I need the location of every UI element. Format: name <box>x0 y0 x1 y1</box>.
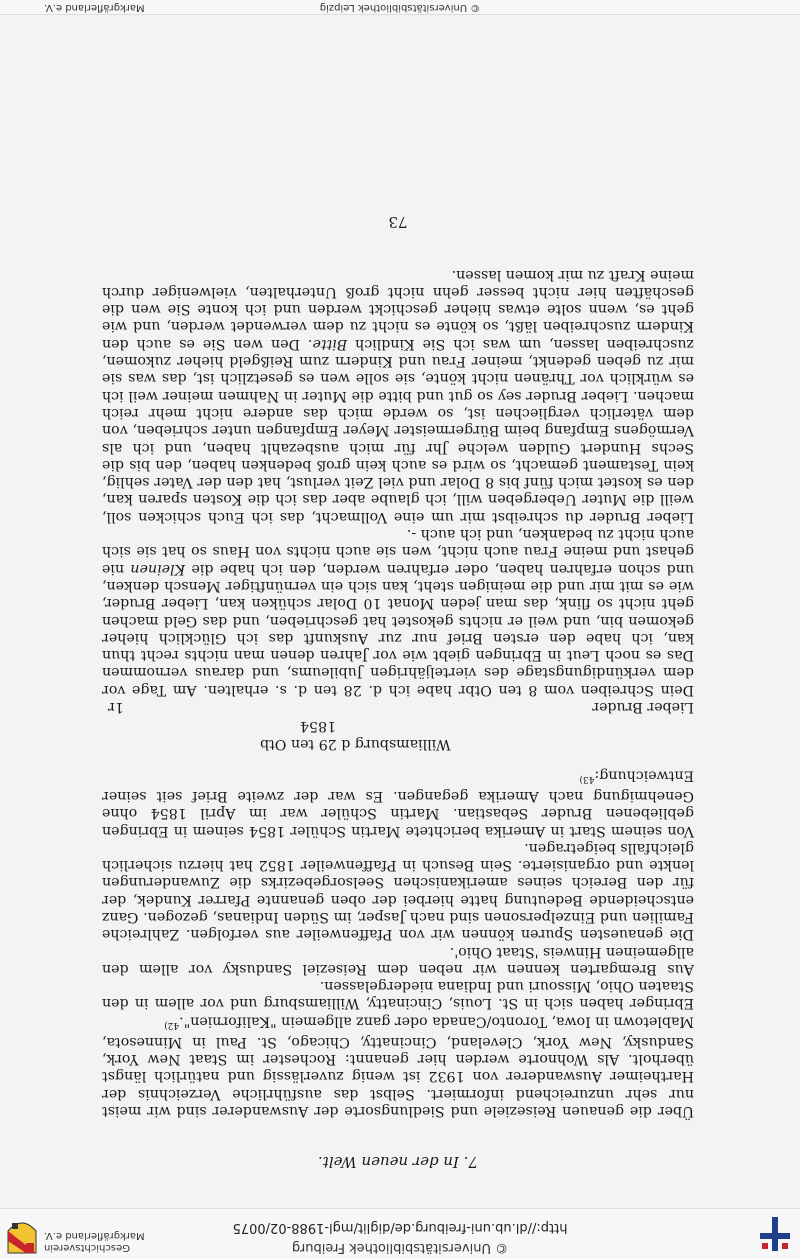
letter-year: 1854 <box>300 718 337 735</box>
letter-salutation: Lieber Bruder <box>592 699 694 715</box>
letter-p1-end: nie gehast und meine Frau auch nicht, wen sie auch nichts von Haus so hat sie sich auch nicht zu bedanken, und ich auch -. <box>101 526 694 577</box>
letter-paragraph-2 <box>102 265 694 524</box>
letter-p2-end: Den wen Sie es auch den Kindern zuschreiben läßt, so könte es nicht zu dem verwendet werden, und wie geht es, wenn solte etwas hieher geschickt werden und ich konte Sie wen die geschäften hier nicht besser gehn nicht groß Unterhalten, vielweniger durch meine Kraft zu mir komen lassen. <box>102 266 694 352</box>
letter-folio: 1r <box>108 699 124 715</box>
verein-line2: Markgräflerland e.V. <box>44 1230 145 1241</box>
verein-label <box>44 1229 145 1253</box>
viewer-footer <box>0 0 800 15</box>
letter-paragraph-1 <box>102 525 694 698</box>
footer-verein: Markgräflerland e.V. <box>44 2 145 13</box>
verein-line1: Geschichtsverein <box>44 1242 130 1253</box>
paragraph-4: Die genauesten Spuren können wir von Pfaffenweiler aus verfolgen. Zahlreiche Familien und Einzelpersonen sind nach Jasper, im Süden Indianas, gezogen. Ganz entscheidende Bedeutung hatte hierbei der oben genannte Pfarrer Kundek, der für den Bereich seines amerikanischen Seelsorgebezirks die Zuwanderungen lenkte und organisierte. Sein Besuch in Pfaffenweiler 1852 hat hierzu sicherlich gleichfalls beigetragen. <box>102 839 694 943</box>
letter-place-date <box>260 717 694 752</box>
verein-crest-icon <box>6 1215 38 1255</box>
letter-p2-text: Lieber Bruder du schreibst mir um eine Vollmacht, das ich Euch schicken soll, weill die Muter Uebergeben will, ich glaube aber das ich die Kosten sparen kan, den es kostet mich fünf bis 8 Dolar und viel Zeit verlust, hat den der Vater sehlig, kein Testament gemacht, so wird es auch kein groß bedenken haben, den bis die Sechs Hundert Gulden welche Jhr für mich ausbezahlt haben, und ich als Vermögens Empfang beim Bürgermeister Meyer Empfangen unter schrieben, von dem väterlich vergliechen ist, so werde mich das andere nicht mehr reich machen. Lieber Bruder sey so gut und bitte die Muter in Nahmen meiner weil ich es würklich vor Thränen nicht könte, sie solle wen es gesetzlich ist, das was sie mir zu geben gedenkt, meiner Frau und Kindern zum Reißgeld hieher zukomen, zuschreiben lassen, um was ich Sie Kindlich <box>102 335 694 525</box>
paragraph-3: Aus Bremgarten kennen wir neben dem Reiseziel Sandusky vor allem den allgemeinen Hinweis 'Staat Ohio'. <box>102 943 694 977</box>
viewer-header <box>0 1208 800 1259</box>
page-number: 73 <box>388 213 408 232</box>
paragraph-2: Ebringer haben sich in St. Louis, Cincinatty, Williamsburg und vor allem in den Staaten Ohio, Missouri und Indiana niedergelassen. <box>102 978 694 1012</box>
letter-p2-italic: Bitte. <box>307 335 348 352</box>
letter-p1-text: Dein Schreiben vom 8 ten Otbr habe ich d. 28 ten d. s. erhalten. Am Tage vor dem verkündigungstage des vierteljährigen Jubileums, und daraus vernommen Das es noch Leut in Ebringen giebt wie vor Jahren denen man nichts recht thun kan, ich habe den ersten Brief nur zur Auskunft das ich Glücklich hieher gekomen bin, und weil er nichts gekostet hat geschrieben, und das Geld machen geht nicht so flink, das man jeden Monat 10 Dolar schüken kan, Lieber Bruder, wie es mit mir und die meinigen steht, kan sich ein vernünftiger Mensch denken, und schon erfahren haben, oder erfahren werden, den ich habe die <box>102 560 694 698</box>
letter-date: Williamsburg d 29 ten Otb <box>260 735 451 752</box>
letter-salutation-row <box>102 698 694 715</box>
paragraph-5-text: Von seinem Start in Amerika berichtete Martin Schüler 1854 seinem in Ebringen gebliebenen Bruder Sebastian. Martin Schüler war im April 1854 ohne Genehmigung nach Amerika gegangen. Es war der zweite Brief seit seiner Entweichung: <box>102 766 694 839</box>
letter-p1-italic: Kleinen <box>130 560 186 577</box>
footnote-43: 43) <box>579 773 595 784</box>
document-body <box>102 213 694 1171</box>
paragraph-1-text: Über die genauen Reiseziele und Siedlungsorte der Auswanderer sind wir meist nur sehr unzureichend informiert. Selbst das ausführliche Verzeichnis der Hartheimer Auswanderer von 1932 ist wenig zuverlässig und natürlich längst überholt. Als Wohnorte werden hier genannt: Rochester im Staat New York, Sandusky, New York, Cleveland, Cincinatty, Chicago, St. Paul in Minnesota, Mabletown in Iowa, Toronto/Canada oder ganz allgemein "Kalifornien". <box>102 1012 694 1119</box>
chapter-title: 7. In der neuen Welt. <box>317 1153 479 1171</box>
paragraph-5 <box>102 766 694 839</box>
header-url-link[interactable]: http://dl.ub.uni-freiburg.de/diglit/mgl-1988-02/0075 <box>232 1220 568 1235</box>
footer-copyright: © Universitätsbibliothek Leipzig <box>319 2 481 13</box>
footnote-42: 42) <box>164 1019 180 1030</box>
header-copyright: © Universitätsbibliothek Freiburg <box>291 1240 509 1255</box>
paragraph-1 <box>102 1011 694 1119</box>
